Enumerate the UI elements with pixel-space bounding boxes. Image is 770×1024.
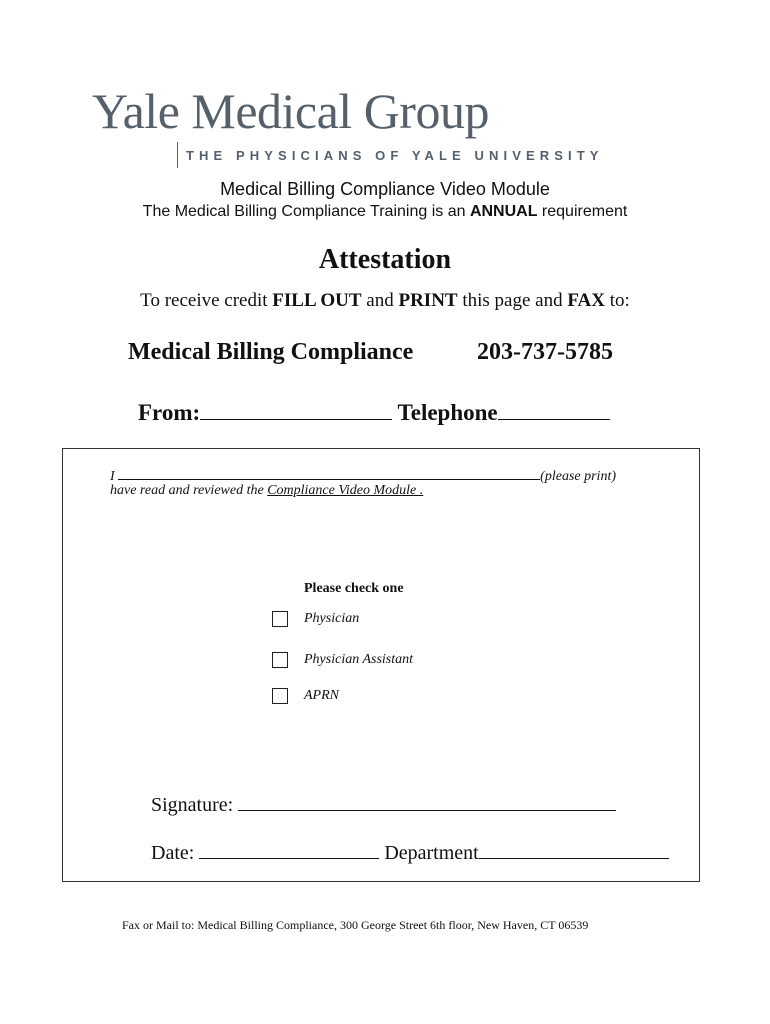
read-statement bbox=[110, 483, 423, 499]
requirement-suffix: requirement bbox=[537, 203, 628, 220]
telephone-label: Telephone bbox=[397, 400, 498, 425]
from-label: From: bbox=[138, 400, 201, 425]
signature-field[interactable] bbox=[238, 790, 616, 811]
footer-address: Fax or Mail to: Medical Billing Compliance, 300 George Street 6th floor, New Haven, CT 06539 bbox=[122, 918, 589, 932]
instructions-fill-out: FILL OUT bbox=[272, 290, 362, 311]
recipient-fax-number: 203-737-5785 bbox=[477, 339, 613, 365]
date-department-row bbox=[151, 838, 669, 865]
instructions bbox=[0, 290, 770, 312]
telephone-field[interactable] bbox=[498, 399, 610, 420]
option-label: Physician bbox=[304, 611, 360, 626]
page-title: Attestation bbox=[318, 244, 452, 275]
date-field[interactable] bbox=[199, 838, 379, 859]
department-field[interactable] bbox=[479, 838, 669, 859]
please-print-label: (please print) bbox=[540, 469, 616, 484]
requirement-prefix: The Medical Billing Compliance Training is an bbox=[142, 203, 470, 220]
signature-label: Signature: bbox=[151, 794, 234, 816]
option-label: Physician Assistant bbox=[304, 652, 414, 667]
date-label: Date: bbox=[151, 842, 195, 864]
annual-requirement bbox=[0, 203, 770, 221]
checkbox-physician-assistant[interactable] bbox=[272, 652, 288, 668]
from-field[interactable] bbox=[200, 399, 392, 420]
module-reference: Compliance Video Module . bbox=[267, 483, 424, 498]
instructions-part4: to: bbox=[605, 290, 630, 311]
logo-tagline: THE PHYSICIANS OF YALE UNIVERSITY bbox=[186, 148, 604, 163]
name-row bbox=[110, 465, 616, 485]
logo-divider bbox=[177, 142, 178, 168]
checkbox-physician[interactable] bbox=[272, 611, 288, 627]
name-field[interactable] bbox=[118, 465, 540, 480]
signature-row bbox=[151, 790, 616, 817]
instructions-print: PRINT bbox=[398, 290, 458, 311]
option-label: APRN bbox=[304, 688, 339, 703]
i-label: I bbox=[110, 469, 115, 484]
logo-wordmark: Yale Medical Group bbox=[92, 83, 489, 139]
requirement-annual: ANNUAL bbox=[469, 203, 538, 220]
check-one-heading: Please check one bbox=[304, 581, 404, 596]
from-row bbox=[138, 399, 610, 426]
department-label: Department bbox=[384, 842, 479, 864]
instructions-part1: To receive credit bbox=[140, 290, 273, 311]
checkbox-aprn[interactable] bbox=[272, 688, 288, 704]
instructions-part3: this page and bbox=[457, 290, 568, 311]
module-title: Medical Billing Compliance Video Module bbox=[220, 179, 550, 199]
read-text: have read and reviewed the bbox=[110, 483, 268, 498]
instructions-part2: and bbox=[361, 290, 399, 311]
recipient-name: Medical Billing Compliance bbox=[128, 339, 414, 365]
instructions-fax: FAX bbox=[567, 290, 605, 311]
